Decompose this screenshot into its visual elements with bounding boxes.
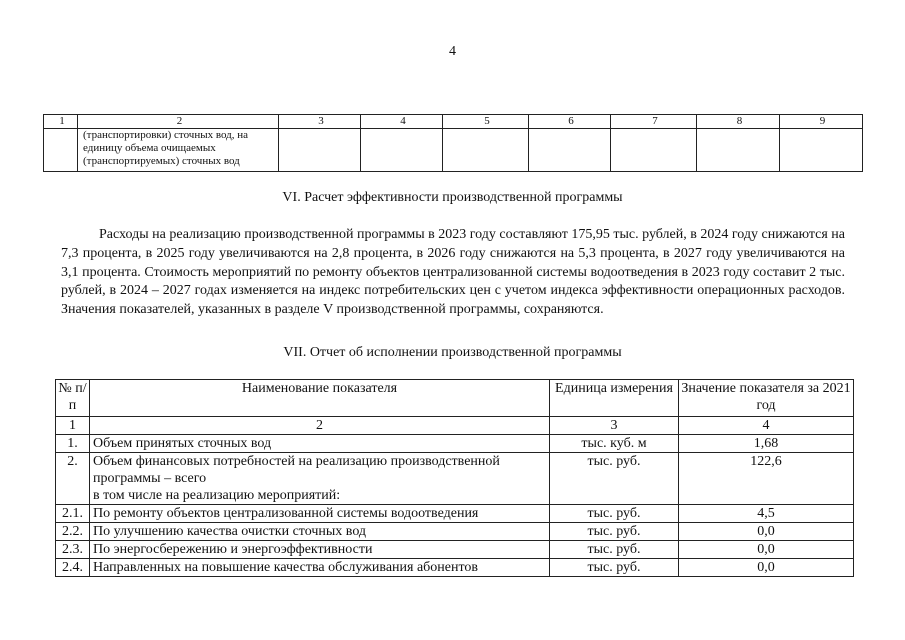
cell-text-line: (транспортировки) сточных вод, на [83,129,249,141]
header-name: Наименование показателя [90,380,550,417]
row-unit: тыс. руб. [550,541,679,559]
header-value: Значение показателя за 2021 год [679,380,854,417]
row-value: 122,6 [679,453,854,505]
column-number: 4 [361,115,443,129]
column-number: 3 [279,115,361,129]
empty-cell [697,129,780,172]
table-header-row [56,380,854,417]
row-value: 4,5 [679,505,854,523]
row-num: 2.3. [56,541,90,559]
column-number: 7 [611,115,697,129]
row-name: Объем финансовых потребностей на реализацию производственной программы – всего [93,454,500,486]
row-num: 1. [56,435,90,453]
table-row [56,505,854,523]
row-unit: тыс. руб. [550,523,679,541]
empty-cell [529,129,611,172]
row-name: По ремонту объектов централизованной системы водоотведения [90,505,550,523]
row-num: 2.1. [56,505,90,523]
row-name: Объем принятых сточных вод [90,435,550,453]
row-unit: тыс. руб. [550,453,679,505]
table-header-row [44,115,863,129]
row-name-extra: в том числе на реализацию мероприятий: [93,488,341,503]
cell-text-line: (транспортируемых) сточных вод [83,155,240,167]
table-row [56,435,854,453]
row-name: По энергосбережению и энергоэффективности [90,541,550,559]
row-unit: тыс. куб. м [550,435,679,453]
row-name: По улучшению качества очистки сточных вод [90,523,550,541]
row-value: 0,0 [679,523,854,541]
row-name: Направленных на повышение качества обслуживания абонентов [90,559,550,577]
header-unit: Единица измерения [550,380,679,417]
indicator-name-cell [78,129,279,172]
cell-text-line: единицу объема очищаемых [83,142,216,154]
column-number: 5 [443,115,529,129]
row-value: 0,0 [679,559,854,577]
index-cell: 3 [550,417,679,435]
report-table [55,379,854,577]
row-num: 2.4. [56,559,90,577]
row-name-cell [90,453,550,505]
index-cell: 2 [90,417,550,435]
section-title-7: VII. Отчет об исполнении производственной программы [283,345,622,360]
empty-cell [44,129,78,172]
column-number: 8 [697,115,780,129]
section-title-6: VI. Расчет эффективности производственной программы [282,190,623,205]
index-cell: 1 [56,417,90,435]
efficiency-paragraph: Расходы на реализацию производственной программы в 2023 году составляют 175,95 тыс. рублей, в 2024 году снижаются на 7,3 процента, в 2025 году увеличиваются на 2,8 процента, в 2026 году снижаются на 5,3 процента, в 2027 году увеличиваются на 3,1 процента. Стоимость мероприятий по ремонту объектов централизованной системы водоотведения в 2023 году составит 2 тыс. рублей, в 2024 – 2027 годах изменяется на индекс потребительских цен с учетом индекса эффективности операционных расходов. Значения показателей, указанных в разделе V производственной программы, сохраняются. [61,227,845,318]
table-row [56,453,854,505]
continued-table [43,114,863,172]
header-num: № п/п [56,380,90,417]
empty-cell [780,129,863,172]
table-row [56,559,854,577]
page-number: 4 [449,44,456,59]
row-value: 0,0 [679,541,854,559]
table-row [44,129,863,172]
table-row [56,541,854,559]
column-number: 2 [78,115,279,129]
table-row [56,523,854,541]
empty-cell [279,129,361,172]
index-cell: 4 [679,417,854,435]
row-num: 2.2. [56,523,90,541]
row-value: 1,68 [679,435,854,453]
row-num: 2. [56,453,90,505]
index-row [56,417,854,435]
column-number: 9 [780,115,863,129]
empty-cell [443,129,529,172]
row-unit: тыс. руб. [550,559,679,577]
empty-cell [361,129,443,172]
column-number: 6 [529,115,611,129]
row-unit: тыс. руб. [550,505,679,523]
empty-cell [611,129,697,172]
column-number: 1 [44,115,78,129]
